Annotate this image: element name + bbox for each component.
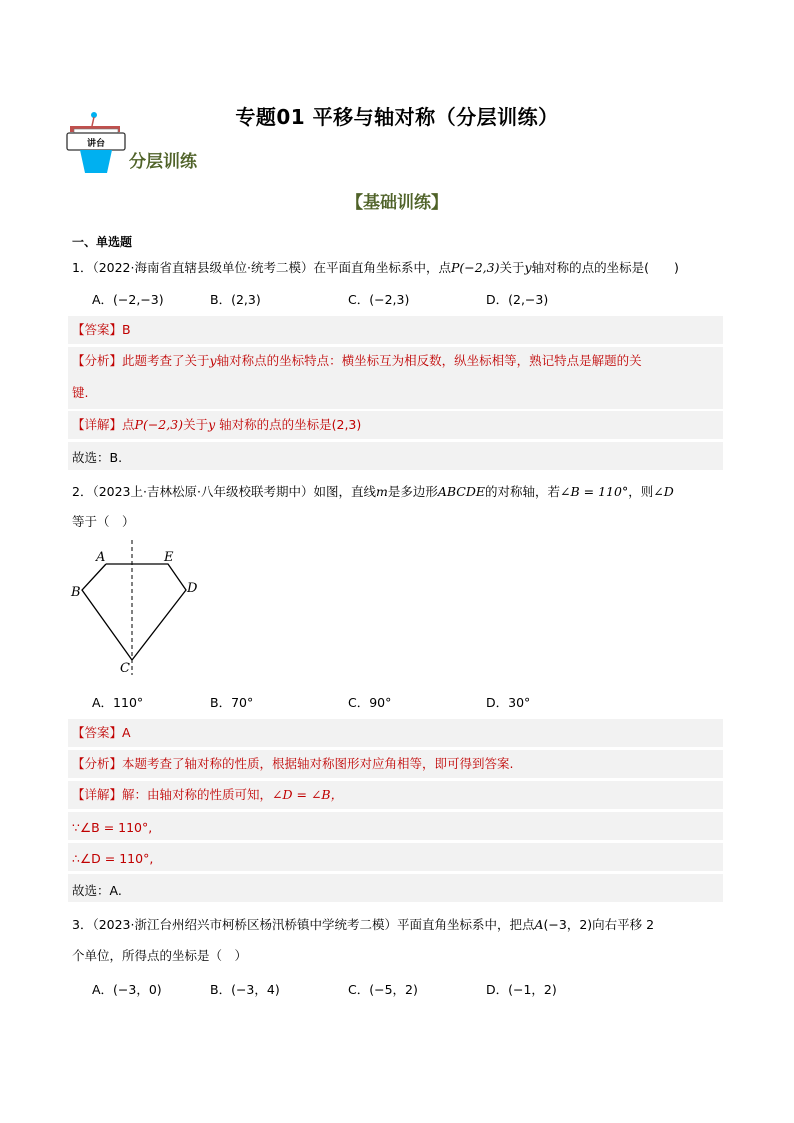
analysis-axis: y <box>209 353 217 368</box>
q1-answer-shade <box>68 316 723 344</box>
answer-value: A <box>122 725 131 740</box>
q1-analysis-line2: 键. <box>72 385 89 400</box>
q1-option-d[interactable]: D．(2,−3) <box>486 292 549 307</box>
q1-option-c[interactable]: C．(−2,3) <box>348 292 410 307</box>
detail-point: P(−2,3) <box>134 417 184 432</box>
q1-answer <box>72 320 131 340</box>
q2-answer-shade <box>68 719 723 747</box>
question-1-stem <box>72 258 679 278</box>
q2-choose: 故选：A. <box>72 883 122 898</box>
q1-analysis-line1 <box>72 351 642 371</box>
detail-eq: ∠D = ∠B， <box>272 787 344 802</box>
q2-option-a[interactable]: A．110° <box>92 695 144 710</box>
part-heading: 一、单选题 <box>72 235 133 249</box>
pentagon-figure <box>68 540 208 680</box>
q2-choose-shade <box>68 874 723 902</box>
q2-stem-mid: 是多边形 <box>387 484 438 499</box>
q2-stem-mid2: 的对称轴，若 <box>485 484 561 499</box>
q1-detail <box>72 415 361 435</box>
q1-choose-shade <box>68 442 723 470</box>
q1-option-b[interactable]: B．(2,3) <box>210 292 261 307</box>
pentagon-outline <box>82 564 186 660</box>
answer-tag: 【答案】 <box>72 322 123 337</box>
q2-stem-pre: 2．（2023上·吉林松原·八年级校联考期中）如图，直线 <box>72 484 376 499</box>
analysis-pre: 此题考查了关于 <box>122 353 210 368</box>
q2-angle-b: ∠B = 110° <box>560 484 629 499</box>
analysis-tag: 【分析】 <box>72 353 123 368</box>
logo-text: 讲台 <box>86 139 106 149</box>
q2-option-c[interactable]: C．90° <box>348 695 392 710</box>
q2-option-d[interactable]: D．30° <box>486 695 531 710</box>
page-title: 专题01 平移与轴对称（分层训练） <box>235 105 559 129</box>
analysis-text: 轴对称点的坐标特点：横坐标互为相反数，纵坐标相等，熟记特点是解题的关 <box>216 353 642 368</box>
analysis-tag: 【分析】 <box>72 756 123 771</box>
q2-line-m: m <box>375 484 388 499</box>
label-d: D <box>187 581 198 596</box>
q1-point: P(−2,3) <box>450 260 500 275</box>
q2-because-shade <box>68 812 723 840</box>
detail-pre: 点 <box>122 417 135 432</box>
analysis-text: 本题考查了轴对称的性质，根据轴对称图形对应角相等，即可得到答案. <box>122 756 514 771</box>
q1-stem-post: 轴对称的点的坐标是( ) <box>531 260 679 275</box>
label-e: E <box>164 550 174 565</box>
question-2-stem-line2: 等于（ ） <box>72 514 135 529</box>
q3-option-b[interactable]: B．(−3，4) <box>210 982 280 997</box>
detail-result: (2,3) <box>331 417 362 432</box>
section-header: 分层训练 <box>129 152 197 172</box>
label-c: C <box>120 661 130 676</box>
answer-value: B <box>122 322 131 337</box>
detail-tag: 【详解】 <box>72 417 123 432</box>
q1-option-a[interactable]: A．(−2,−3) <box>92 292 164 307</box>
detail-axis: y <box>208 417 216 432</box>
q2-therefore: ∴∠D = 110°, <box>72 851 154 866</box>
q3-option-a[interactable]: A．(−3，0) <box>92 982 162 997</box>
lectern-logo-icon <box>62 110 130 174</box>
detail-mid: 关于 <box>183 417 209 432</box>
q2-detail <box>72 785 343 805</box>
detail-tag: 【详解】 <box>72 787 123 802</box>
detail-post: 轴对称的点的坐标是 <box>215 417 332 432</box>
q2-because: ∵∠B = 110°, <box>72 820 153 835</box>
label-a: A <box>96 550 106 565</box>
question-2-stem-line1 <box>72 482 674 502</box>
q1-choose: 故选：B. <box>72 450 123 465</box>
q2-answer <box>72 723 131 743</box>
q1-stem-pre: 1．（2022·海南省直辖县级单位·统考二模）在平面直角坐标系中，点 <box>72 260 451 275</box>
q2-angle-d: ∠D <box>653 484 674 499</box>
q3-option-c[interactable]: C．(−5，2) <box>348 982 418 997</box>
q3-stem-post: (−3，2)向右平移 2 <box>543 917 655 932</box>
question-3-stem-line2: 个单位，所得点的坐标是（ ） <box>72 948 248 963</box>
answer-tag: 【答案】 <box>72 725 123 740</box>
q1-stem-mid: 关于 <box>499 260 525 275</box>
q2-polygon: ABCDE <box>437 484 485 499</box>
q3-stem-pre: 3．（2023·浙江台州绍兴市柯桥区杨汛桥镇中学统考二模）平面直角坐标系中，把点 <box>72 917 535 932</box>
label-b: B <box>71 585 81 600</box>
q2-therefore-shade <box>68 843 723 871</box>
q2-option-b[interactable]: B．70° <box>210 695 254 710</box>
question-3-stem-line1 <box>72 915 654 935</box>
q2-stem-post: ，则 <box>628 484 654 499</box>
q3-option-d[interactable]: D．(−1，2) <box>486 982 557 997</box>
q2-analysis <box>72 754 514 774</box>
detail-pre: 解：由轴对称的性质可知， <box>122 787 273 802</box>
q3-point: A <box>534 917 544 932</box>
subsection-header: 【基础训练】 <box>346 193 448 213</box>
q1-axis: y <box>524 260 532 275</box>
